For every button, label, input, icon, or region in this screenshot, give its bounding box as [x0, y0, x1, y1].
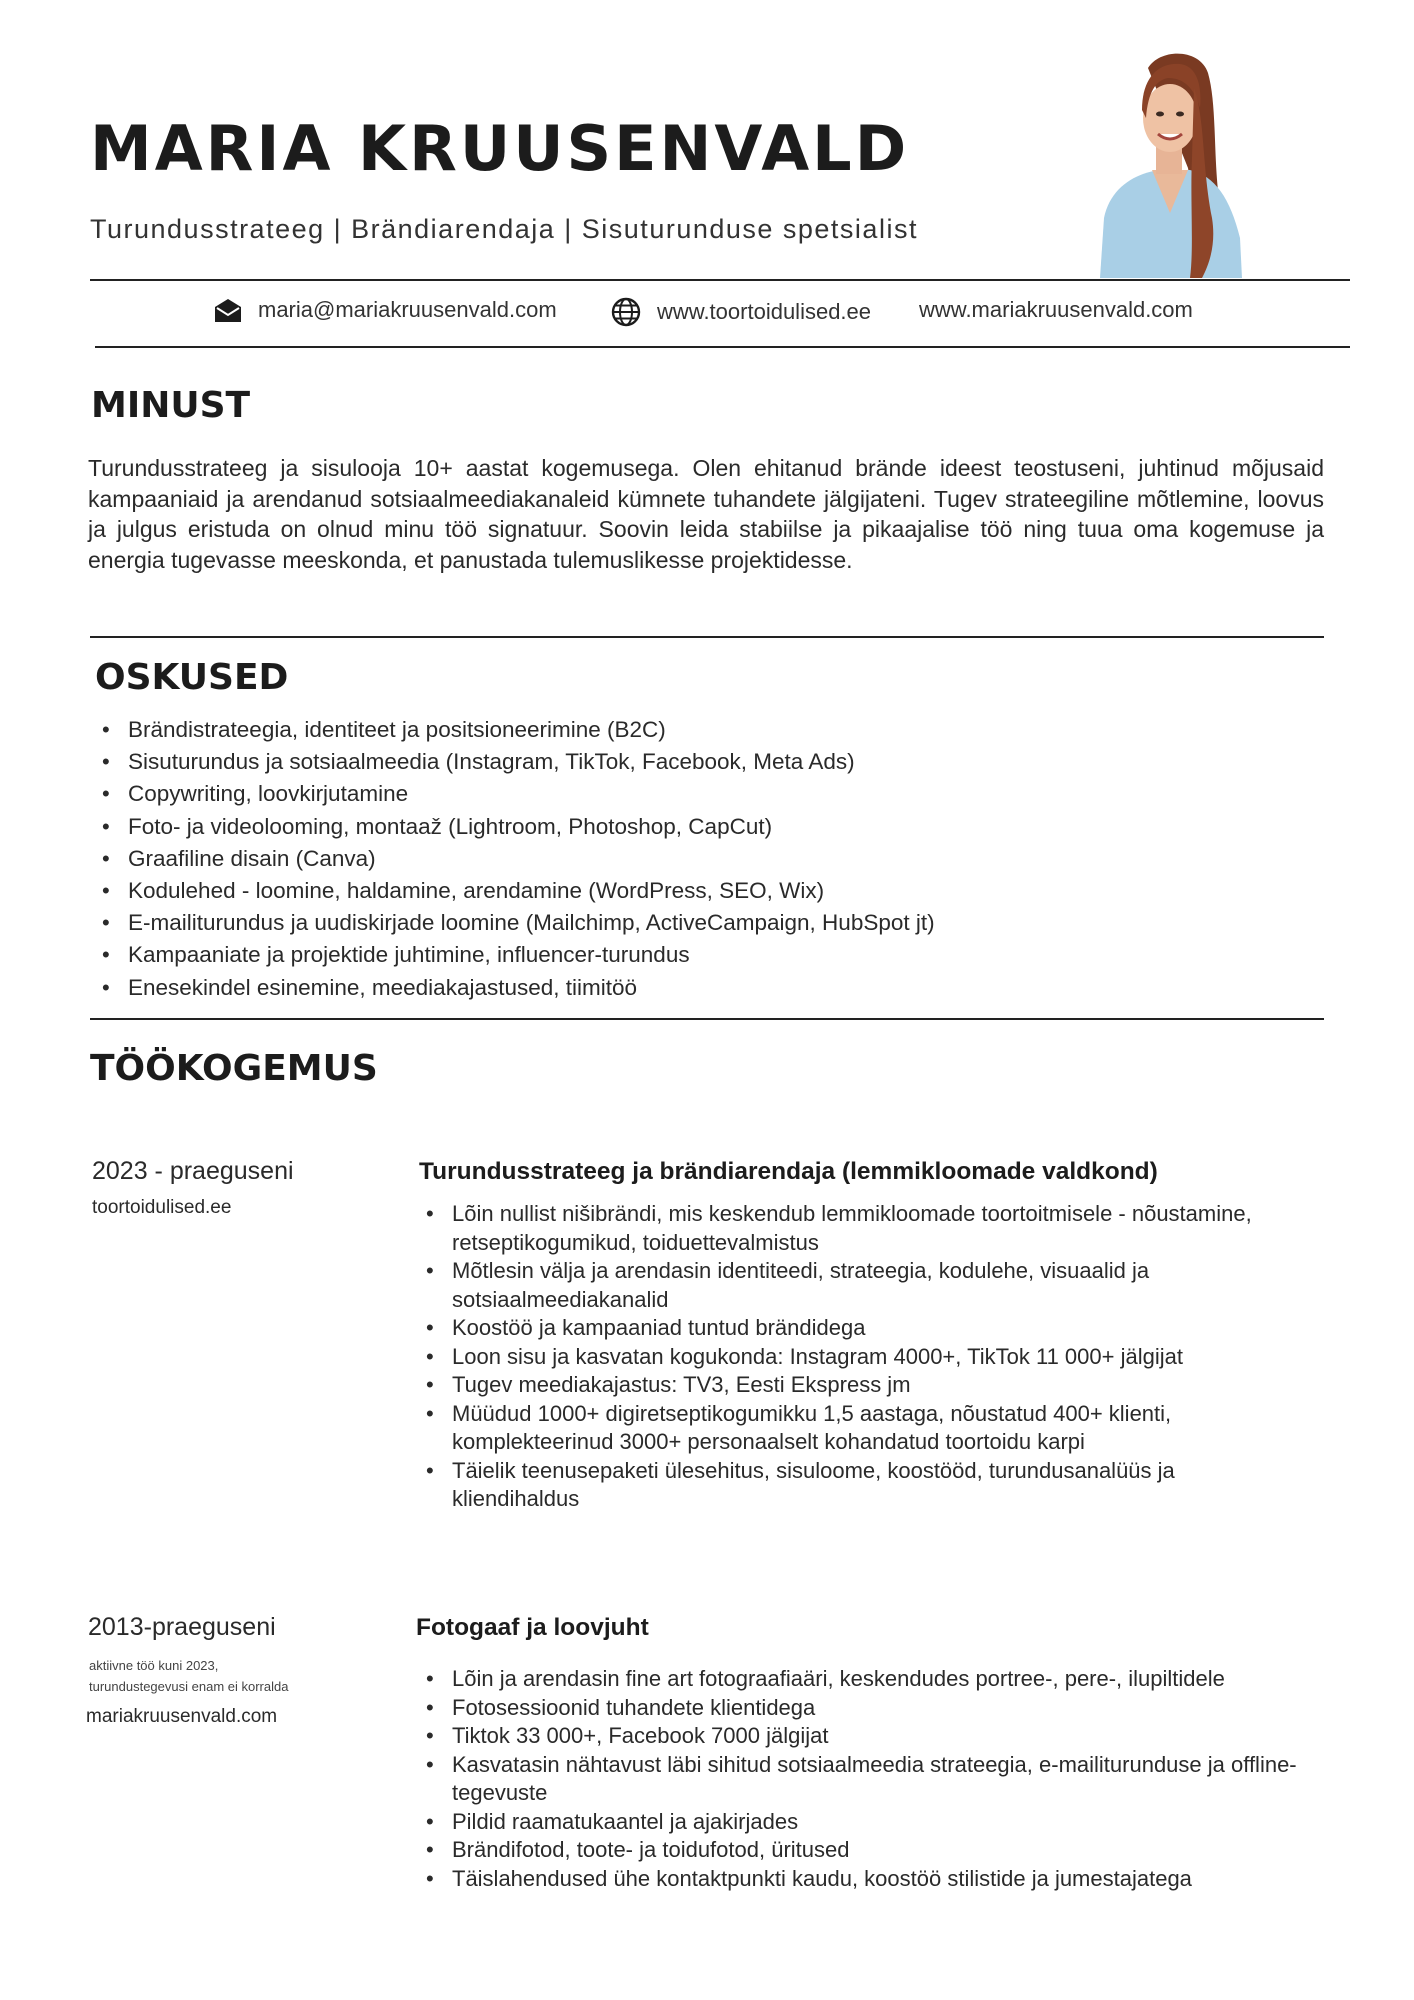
- list-item: • Pildid raamatukaantel ja ajakirjades: [418, 1808, 1298, 1837]
- job-date: 2023 - praeguseni: [92, 1157, 294, 1185]
- experience-title: TÖÖKOGEMUS: [90, 1048, 378, 1089]
- website-contact-1[interactable]: [611, 297, 871, 327]
- list-item: • Foto- ja videolooming, montaaž (Lightroom, Photoshop, CapCut): [92, 811, 935, 843]
- website-contact-2[interactable]: [919, 297, 1193, 323]
- divider: [90, 279, 1350, 281]
- divider: [90, 636, 1324, 638]
- list-item: • Lõin nullist nišibrändi, mis keskendub lemmikloomade toortoitmisele - nõustamine, retseptikogumikud, toiduettevalmistus: [418, 1200, 1298, 1257]
- list-item: • Tugev meediakajastus: TV3, Eesti Ekspress jm: [418, 1371, 1298, 1400]
- job-bullets: [418, 1200, 1298, 1514]
- divider: [90, 1018, 1324, 1020]
- list-item: • Loon sisu ja kasvatan kogukonda: Instagram 4000+, TikTok 11 000+ jälgijat: [418, 1343, 1298, 1372]
- about-title: MINUST: [91, 385, 251, 426]
- email-contact[interactable]: [214, 297, 557, 323]
- skills-title: OSKUSED: [95, 657, 289, 698]
- job-title: Fotogaaf ja loovjuht: [416, 1614, 649, 1641]
- list-item: • Sisuturundus ja sotsiaalmeedia (Instagram, TikTok, Facebook, Meta Ads): [92, 746, 935, 778]
- job-note-line: aktiivne töö kuni 2023,: [89, 1658, 219, 1673]
- website-text-1[interactable]: www.toortoidulised.ee: [657, 299, 872, 324]
- website-text-2[interactable]: www.mariakruusenvald.com: [919, 297, 1193, 322]
- list-item: • Lõin ja arendasin fine art fotograafiaäri, keskendudes portree-, pere-, ilupiltidele: [418, 1665, 1298, 1694]
- job-note-line: turundustegevusi enam ei korralda: [89, 1679, 289, 1694]
- envelope-icon: [214, 297, 242, 323]
- job-title: Turundusstrateeg ja brändiarendaja (lemmikloomade valdkond): [419, 1158, 1158, 1185]
- job-note: [89, 1655, 288, 1697]
- list-item: • E-mailiturundus ja uudiskirjade loomine (Mailchimp, ActiveCampaign, HubSpot jt): [92, 907, 935, 939]
- email-text[interactable]: maria@mariakruusenvald.com: [258, 297, 557, 322]
- list-item: • Mõtlesin välja ja arendasin identiteedi, strateegia, kodulehe, visuaalid ja sotsiaalmeediakanalid: [418, 1257, 1298, 1314]
- list-item: • Täielik teenusepaketi ülesehitus, sisuloome, koostööd, turundusanalüüs ja kliendihaldus: [418, 1457, 1298, 1514]
- list-item: • Kodulehed - loomine, haldamine, arendamine (WordPress, SEO, Wix): [92, 875, 935, 907]
- person-name: MARIA KRUUSENVALD: [90, 112, 910, 185]
- list-item: • Fotosessioonid tuhandete klientidega: [418, 1694, 1298, 1723]
- skills-list: [92, 714, 935, 1004]
- list-item: • Copywriting, loovkirjutamine: [92, 778, 935, 810]
- list-item: • Brändifotod, toote- ja toidufotod, üritused: [418, 1836, 1298, 1865]
- list-item: • Kampaaniate ja projektide juhtimine, influencer-turundus: [92, 939, 935, 971]
- list-item: • Brändistrateegia, identiteet ja positsioneerimine (B2C): [92, 714, 935, 746]
- job-subtitle: Turundusstrateeg | Brändiarendaja | Sisuturunduse spetsialist: [90, 214, 918, 244]
- about-text: Turundusstrateeg ja sisulooja 10+ aastat kogemusega. Olen ehitanud brände ideest teostuseni, juhtinud mõjusaid kampaaniaid ja arendanud sotsiaalmeediakanaleid kümnete tuhandete jälgijateni. Tugev strateegiline mõtlemine, loovus ja julgus eristuda on olnud minu töö signatuur. Soovin leida stabiilse ja pikaajalise töö ning tuua oma kogemuse ja energia tugevasse meeskonda, et panustada tulemuslikesse projektidesse.: [88, 455, 1324, 573]
- divider: [95, 346, 1350, 348]
- globe-icon: [611, 297, 641, 327]
- job-site[interactable]: mariakruusenvald.com: [86, 1706, 278, 1727]
- job-date: 2013-praeguseni: [88, 1613, 276, 1641]
- list-item: • Enesekindel esinemine, meediakajastused, tiimitöö: [92, 972, 935, 1004]
- list-item: • Graafiline disain (Canva): [92, 843, 935, 875]
- job-bullets: [418, 1665, 1298, 1893]
- list-item: • Koostöö ja kampaaniad tuntud brändidega: [418, 1314, 1298, 1343]
- list-item: • Müüdud 1000+ digiretseptikogumikku 1,5 aastaga, nõustatud 400+ klienti, komplekteerinud 3000+ personaalselt kohandatud toortoidu karpi: [418, 1400, 1298, 1457]
- job-site[interactable]: toortoidulised.ee: [92, 1197, 232, 1218]
- list-item: • Täislahendused ühe kontaktpunkti kaudu, koostöö stilistide ja jumestajatega: [418, 1865, 1298, 1894]
- list-item: • Tiktok 33 000+, Facebook 7000 jälgijat: [418, 1722, 1298, 1751]
- list-item: • Kasvatasin nähtavust läbi sihitud sotsiaalmeedia strateegia, e-mailiturunduse ja offline-tegevuste: [418, 1751, 1298, 1808]
- profile-photo: [1090, 48, 1250, 278]
